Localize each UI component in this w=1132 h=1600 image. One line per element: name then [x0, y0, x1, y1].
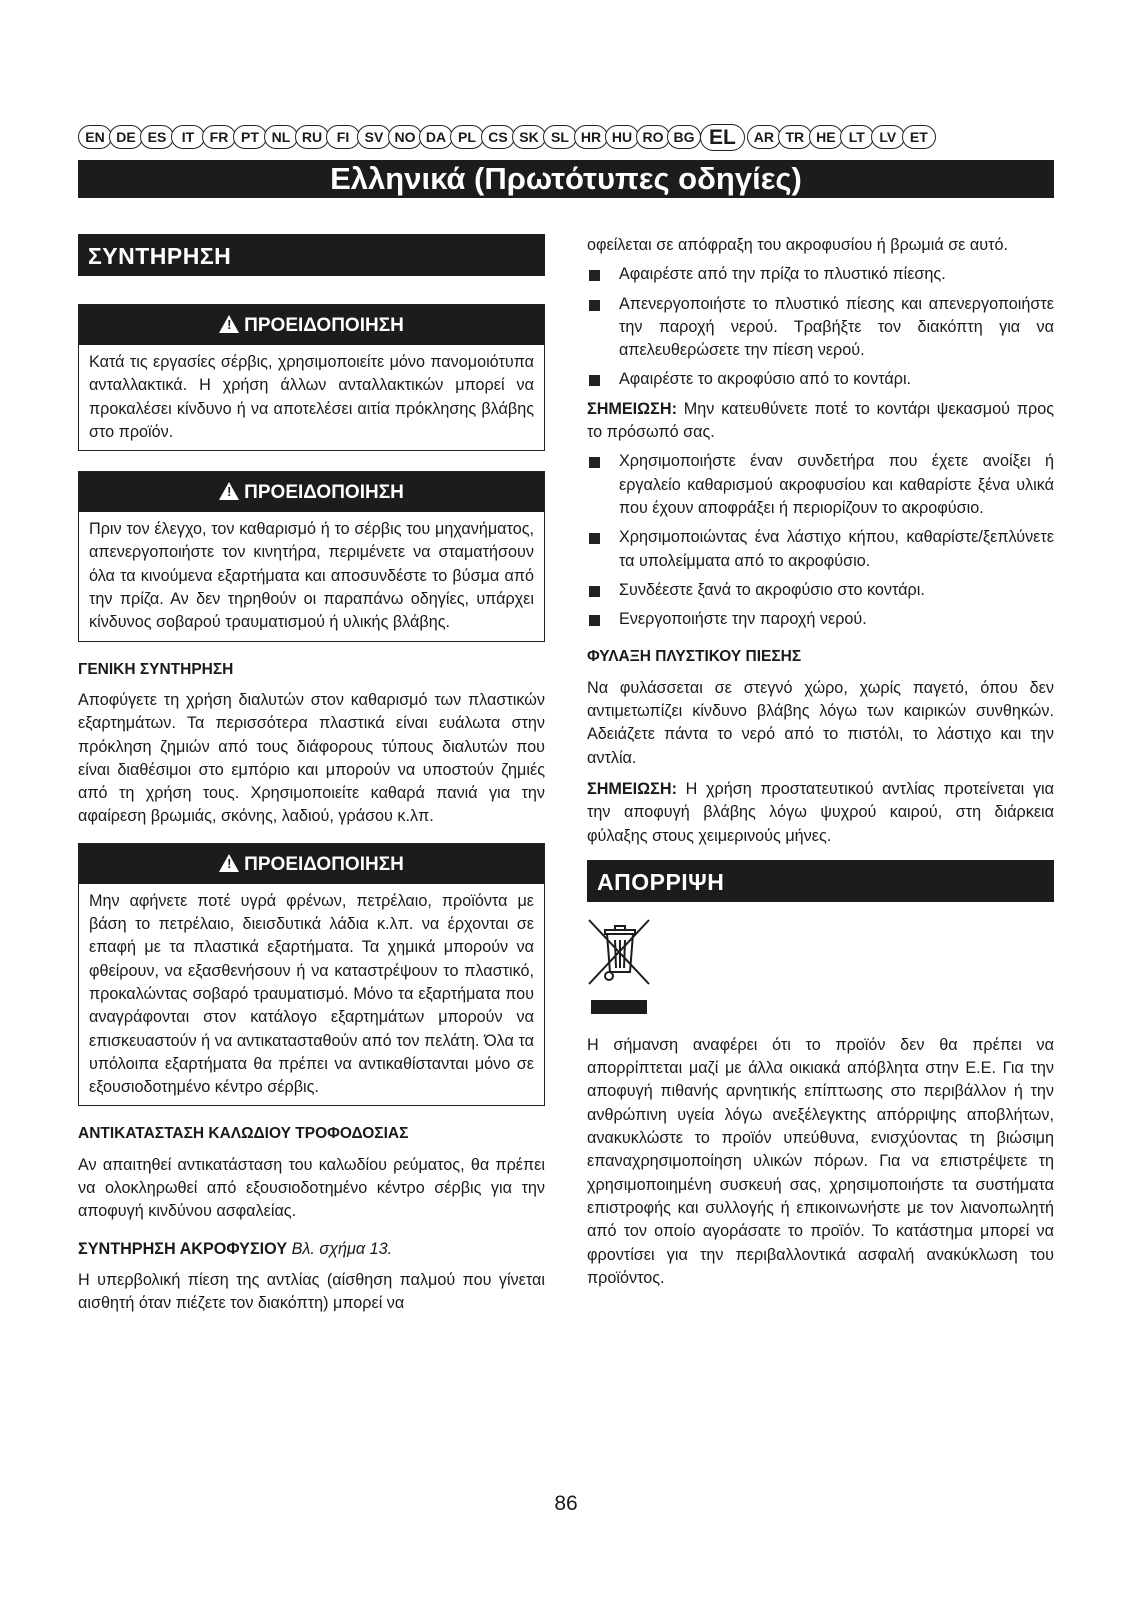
page-title: Ελληνικά (Πρωτότυπες οδηγίες): [78, 160, 1054, 198]
bullet-list: [587, 450, 1054, 631]
bullet-list: [587, 263, 1054, 391]
language-tab-bg: BG: [667, 125, 701, 149]
warning-box: [78, 471, 545, 641]
language-tab-pt: PT: [233, 125, 267, 149]
language-selector: [78, 123, 1054, 151]
cable-replacement-text: Αν απαιτηθεί αντικατάσταση του καλωδίου ρεύματος, θα πρέπει να ολοκληρωθεί από εξουσιοδοτημένο κέντρο σέρβις για την αποφυγή κινδύνου ασφαλείας.: [78, 1155, 545, 1221]
storage-text: Να φυλάσσεται σε στεγνό χώρο, χωρίς παγετό, όπου δεν αντιμετωπίζει κίνδυνο βλάβης λόγω των καιρικών συνθηκών. Αδειάζετε πάντα το νερό από το πιστόλι, το λάστιχο και την αντλία.: [587, 678, 1054, 767]
page-number: 86: [554, 1492, 578, 1515]
language-tab-ar: AR: [747, 125, 781, 149]
warning-box: [78, 304, 545, 451]
language-tab-fr: FR: [202, 125, 236, 149]
note-label: ΣΗΜΕΙΩΣΗ:: [587, 779, 677, 798]
language-tab-es: ES: [140, 125, 174, 149]
language-tab-de: DE: [109, 125, 143, 149]
note: [587, 398, 1054, 445]
nozzle-maintenance-text: Η υπερβολική πίεση της αντλίας (αίσθηση παλμού που γίνεται αισθητή όταν πιέζετε τον διακόπτη) μπορεί να: [78, 1270, 545, 1313]
disposal-heading: ΑΠΟΡΡΙΨΗ: [587, 860, 1054, 902]
right-column: [587, 234, 1054, 1290]
weee-symbol: [587, 916, 1054, 1022]
note-label: ΣΗΜΕΙΩΣΗ:: [587, 399, 677, 418]
language-tab-sk: SK: [512, 125, 546, 149]
bullet-item: Ενεργοποιήστε την παροχή νερού.: [587, 608, 1054, 631]
warning-text: Πριν τον έλεγχο, τον καθαρισμό ή το σέρβις του μηχανήματος, απενεργοποιήστε τον κινητήρα, περιμένετε να σταματήσουν όλα τα κινούμενα εξαρτήματα και αποσυνδέστε το βύσμα από την πρίζα. Αν δεν τηρηθούν οι παραπάνω οδηγίες, υπάρχει κίνδυνος σοβαρού τραυματισμού ή υλικής βλάβης.: [89, 520, 534, 632]
warning-triangle-icon: [219, 482, 239, 500]
language-tab-ru: RU: [295, 125, 329, 149]
warning-title: ΠΡΟΕΙΔΟΠΟΙΗΣΗ: [244, 482, 404, 504]
language-tab-tr: TR: [778, 125, 812, 149]
warning-box: [78, 843, 545, 1107]
warning-text: Μην αφήνετε ποτέ υγρά φρένων, πετρέλαιο, προϊόντα με βάση το πετρέλαιο, διεισδυτικά λάδια κ.λπ. να έρχονται σε επαφή με τα πλαστικά εξαρτήματα. Τα χημικά μπορούν να φθείρουν, να εξασθενήσουν ή να καταστρέψουν το πλαστικό, προκαλώντας σοβαρό τραυματισμό. Μόνο τα εξαρτήματα που αναγράφονται στον κατάλογο εξαρτημάτων μπορούν να επισκευαστούν ή να αντικατασταθούν από τον πελάτη. Όλα τα υπόλοιπα εξαρτήματα θα πρέπει να αντικαθίστανται μόνο σε εξουσιοδοτημένο κέντρο σέρβις.: [89, 891, 534, 1097]
language-tab-lt: LT: [840, 125, 874, 149]
warning-triangle-icon: [219, 315, 239, 333]
bullet-item: Χρησιμοποιώντας ένα λάστιχο κήπου, καθαρίστε/ξεπλύνετε τα υπολείμματα από το ακροφύσιο.: [587, 526, 1054, 573]
warning-header: [79, 305, 544, 345]
language-tab-no: NO: [388, 125, 422, 149]
general-maintenance-heading: ΓΕΝΙΚΗ ΣΥΝΤΗΡΗΣΗ: [78, 660, 234, 678]
language-tab-el: EL: [700, 124, 745, 151]
bullet-item: Χρησιμοποιήστε έναν συνδετήρα που έχετε ανοίξει ή εργαλείο καθαρισμού ακροφυσίου και καθαρίστε ξένα υλικά που έχουν αποφράξει ή περιορίζουν το ακροφύσιο.: [587, 450, 1054, 520]
bullet-item: Συνδέεστε ξανά το ακροφύσιο στο κοντάρι.: [587, 579, 1054, 602]
note-text: Μην κατευθύνετε ποτέ το κοντάρι ψεκασμού προς το πρόσωπό σας.: [587, 399, 1054, 442]
warning-header: [79, 472, 544, 512]
note: [587, 778, 1054, 848]
figure-reference: Βλ. σχήμα 13.: [291, 1239, 393, 1258]
warning-header: [79, 844, 544, 884]
language-tab-fi: FI: [326, 125, 360, 149]
general-maintenance-text: Αποφύγετε τη χρήση διαλυτών στον καθαρισμό των πλαστικών εξαρτημάτων. Τα περισσότερα πλαστικά είναι ευάλωτα στην πρόκληση ζημιών από τους διάφορους τύπους διαλυτών που είναι διαθέσιμοι στο εμπόριο και μπορούν να υποστούν ζημιές από τη χρήση τους. Χρησιμοποιείτε καθαρά πανιά για την αφαίρεση βρωμιάς, σκόνης, λαδιού, γράσου κ.λπ.: [78, 690, 545, 826]
crossed-out-wheelie-bin-icon: [587, 916, 651, 1016]
nozzle-text-continued: οφείλεται σε απόφραξη του ακροφυσίου ή βρωμιά σε αυτό.: [587, 236, 1009, 254]
cable-replacement-heading: ΑΝΤΙΚΑΤΑΣΤΑΣΗ ΚΑΛΩΔΙΟΥ ΤΡΟΦΟΔΟΣΙΑΣ: [78, 1125, 409, 1143]
language-tab-et: ET: [902, 125, 936, 149]
language-tab-da: DA: [419, 125, 453, 149]
language-tab-pl: PL: [450, 125, 484, 149]
language-tab-sv: SV: [357, 125, 391, 149]
warning-title: ΠΡΟΕΙΔΟΠΟΙΗΣΗ: [244, 315, 404, 336]
left-column: [78, 234, 545, 1316]
nozzle-maintenance-heading: ΣΥΝΤΗΡΗΣΗ ΑΚΡΟΦΥΣΙΟΥ: [78, 1239, 288, 1258]
warning-text: Κατά τις εργασίες σέρβις, χρησιμοποιείτε μόνο πανομοιότυπα ανταλλακτικά. Η χρήση άλλων ανταλλακτικών μπορεί να προκαλέσει κίνδυνο ή να αποτελέσει αιτία πρόκλησης βλάβης στο προϊόν.: [89, 353, 534, 441]
warning-triangle-icon: [219, 854, 239, 872]
language-tab-hu: HU: [605, 125, 639, 149]
bullet-item: Αφαιρέστε το ακροφύσιο από το κοντάρι.: [587, 368, 1054, 391]
disposal-text: Η σήμανση αναφέρει ότι το προϊόν δεν θα πρέπει να απορρίπτεται μαζί με άλλα οικιακά απόβλητα στην Ε.Ε. Για την αποφυγή πιθανής αρνητικής επίπτωσης στο περιβάλλον ή την ανθρώπινη υγεία λόγω ανεξέλεγκτης απόρριψης αποβλήτων, ανακυκλώστε το προϊόν υπεύθυνα, ενισχύοντας τη βιώσιμη επαναχρησιμοποίηση υλικών πόρων. Για να επιστρέψετε τη χρησιμοποιημένη συσκευή σας, χρησιμοποιήστε τα συστήματα επιστροφής και συλλογής ή επικοινωνήστε με τον λιανοπωλητή από τον οποίο αγοράσατε το προϊόν. Το κατάστημα μπορεί να φροντίσει για την περιβαλλοντικά ασφαλή ανακύκλωση του προϊόντος.: [587, 1035, 1054, 1287]
maintenance-heading: ΣΥΝΤΗΡΗΣΗ: [78, 234, 545, 276]
language-tab-cs: CS: [481, 125, 515, 149]
language-tab-sl: SL: [543, 125, 577, 149]
language-tab-ro: RO: [636, 125, 670, 149]
language-tab-nl: NL: [264, 125, 298, 149]
note-text: Η χρήση προστατευτικού αντλίας προτείνεται για την αποφυγή βλάβης λόγω ψυχρού καιρού, στη διάρκεια φύλαξης στους χειμερινούς μήνες.: [587, 779, 1054, 845]
language-tab-it: IT: [171, 125, 205, 149]
language-tab-he: HE: [809, 125, 843, 149]
language-tab-lv: LV: [871, 125, 905, 149]
language-tab-en: EN: [78, 125, 112, 149]
warning-title: ΠΡΟΕΙΔΟΠΟΙΗΣΗ: [244, 853, 404, 875]
language-tab-hr: HR: [574, 125, 608, 149]
bullet-item: Αφαιρέστε από την πρίζα το πλυστικό πίεσης.: [587, 263, 1054, 286]
bullet-item: Απενεργοποιήστε το πλυστικό πίεσης και απενεργοποιήστε την παροχή νερού. Τραβήξτε τον διακόπτη για να απελευθερώσετε την πίεση νερού.: [587, 293, 1054, 363]
nozzle-heading-line: [78, 1238, 545, 1261]
storage-heading: ΦΥΛΑΞΗ ΠΛΥΣΤΙΚΟΥ ΠΙΕΣΗΣ: [587, 648, 802, 666]
